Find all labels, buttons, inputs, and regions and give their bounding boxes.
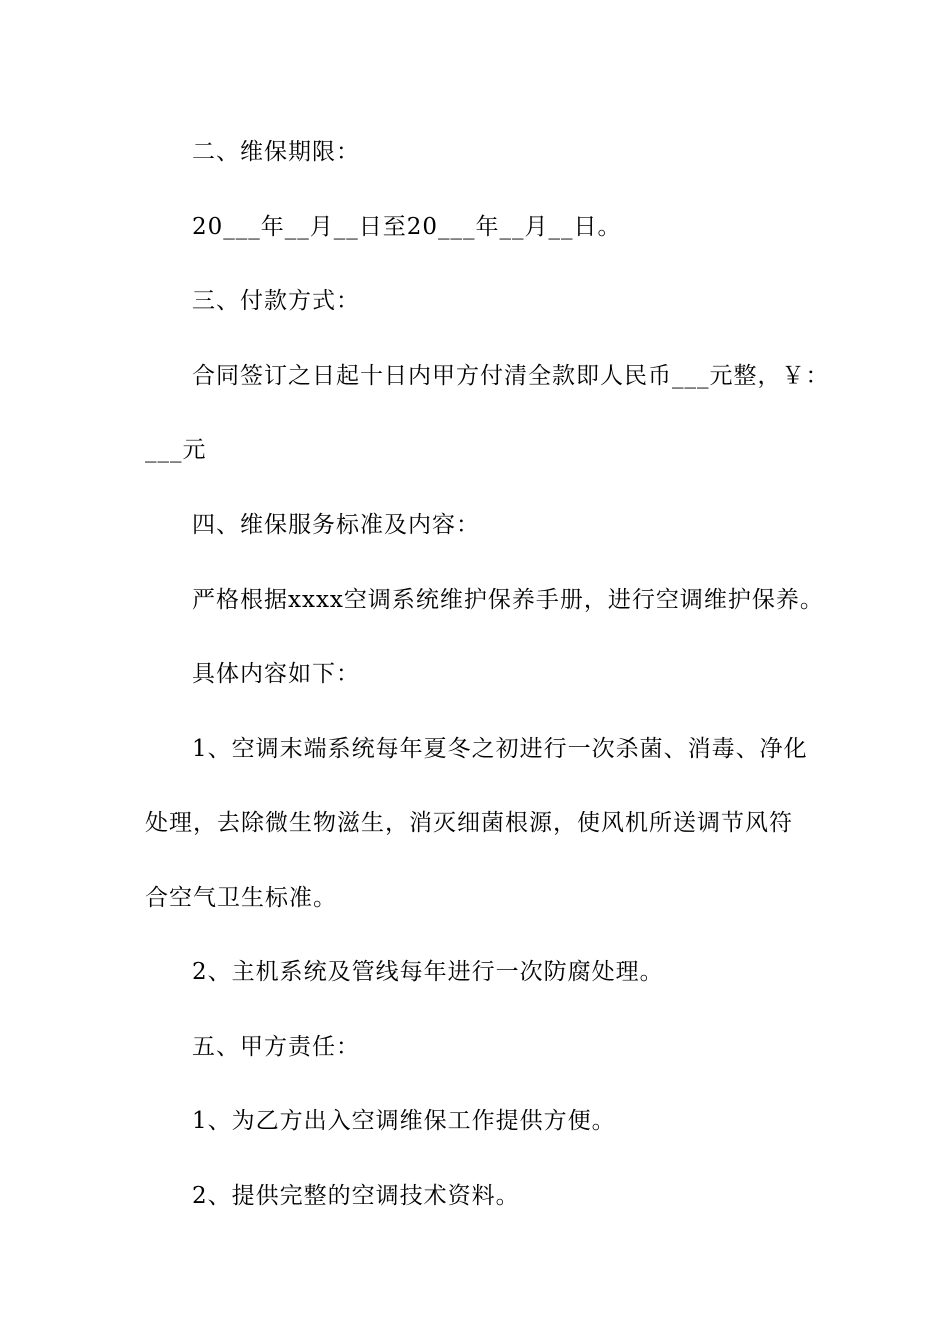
party-a-duty-2: 2、提供完整的空调技术资料。 <box>192 1183 520 1209</box>
details-intro: 具体内容如下： <box>192 661 360 687</box>
item-2: 2、主机系统及管线每年进行一次防腐处理。 <box>192 959 664 985</box>
item-1-line-3: 合空气卫生标准。 <box>145 885 337 911</box>
payment-text-line-2: ___元 <box>145 437 207 463</box>
service-standards-text: 严格根据xxxx空调系统维护保养手册，进行空调维护保养。 <box>192 587 824 613</box>
section-heading-payment-method: 三、付款方式： <box>192 288 360 314</box>
section-heading-service-standards: 四、维保服务标准及内容： <box>192 512 480 538</box>
party-a-duty-1: 1、为乙方出入空调维保工作提供方便。 <box>192 1108 616 1134</box>
item-1-line-2: 处理，去除微生物滋生，消灭细菌根源，使风机所送调节风符 <box>145 810 793 836</box>
item-1-line-1: 1、空调末端系统每年夏冬之初进行一次杀菌、消毒、净化 <box>192 736 808 762</box>
section-heading-maintenance-period: 二、维保期限： <box>192 139 360 165</box>
section-heading-party-a-duties: 五、甲方责任： <box>192 1034 360 1060</box>
payment-text-line-1: 合同签订之日起十日内甲方付清全款即人民币___元整，￥： <box>192 363 830 389</box>
maintenance-period-dates: 20___年__月__日至20___年__月__日。 <box>192 214 622 240</box>
